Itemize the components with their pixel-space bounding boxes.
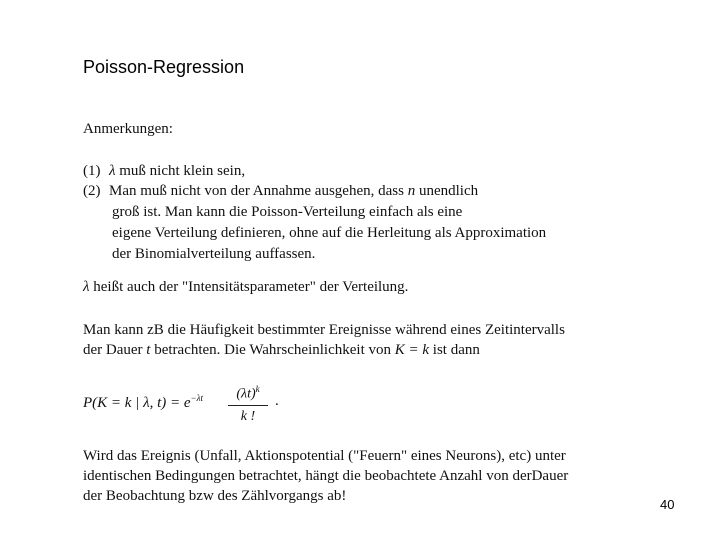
note-item-2-number: (2)	[83, 183, 101, 199]
paragraph1-line2-a: der Dauer	[83, 342, 143, 358]
paragraph1-line2	[83, 340, 480, 360]
var-n: n	[407, 183, 416, 199]
formula-numerator	[228, 380, 268, 404]
paragraph1-line1: Man kann zB die Häufigkeit bestimmter Ereignisse während eines Zeitintervalls	[83, 322, 565, 338]
note-item-1-text: muß nicht klein sein,	[119, 163, 246, 179]
note-item-2	[83, 181, 478, 201]
lambda-symbol: λ	[83, 279, 90, 295]
formula-fraction	[228, 380, 268, 426]
paragraph2-line3: der Beobachtung bzw des Zählvorgangs ab!	[83, 488, 347, 504]
formula-trailing-dot: .	[275, 393, 279, 409]
note-item-2-line3: eigene Verteilung definieren, ohne auf die Herleitung als Approximation	[112, 225, 547, 241]
paragraph1-line2-b: betrachten. Die Wahrscheinlichkeit von	[154, 342, 391, 358]
note-item-1	[83, 161, 245, 181]
paragraph2-line1: Wird das Ereignis (Unfall, Aktionspotential ("Feuern" eines Neurons), etc) unter	[83, 448, 566, 464]
note-item-2-line1-b: unendlich	[418, 183, 479, 199]
formula-exponent: −λt	[190, 393, 203, 403]
note-item-2-line2: groß ist. Man kann die Poisson-Verteilung einfach als eine	[112, 204, 463, 220]
fraction-bar	[228, 405, 268, 406]
note-item-2-line1-a: Man muß nicht von der Annahme ausgehen, dass	[109, 183, 404, 199]
var-t: t	[146, 342, 151, 358]
page-number: 40	[660, 497, 675, 512]
formula-numerator-exp: k	[255, 384, 260, 394]
formula-lhs-text: P(K = k | λ, t) = e	[83, 395, 191, 411]
formula-numerator-text: (λt)	[236, 386, 256, 402]
expr-k: K = k	[394, 342, 430, 358]
note-item-1-number: (1)	[83, 163, 101, 179]
lambda-symbol: λ	[109, 163, 116, 179]
paragraph1-line2-c: ist dann	[432, 342, 480, 358]
lambda-line	[83, 277, 408, 297]
poisson-formula	[83, 380, 303, 426]
notes-heading: Anmerkungen:	[83, 121, 173, 137]
slide-title: Poisson-Regression	[83, 57, 245, 77]
paragraph2-line2: identischen Bedingungen betrachtet, hängt die beobachtete Anzahl von derDauer	[83, 468, 569, 484]
lambda-line-text: heißt auch der "Intensitätsparameter" der Verteilung.	[93, 279, 409, 295]
formula-denominator: k !	[240, 408, 256, 424]
formula-lhs	[83, 393, 203, 412]
note-item-2-line4: der Binomialverteilung auffassen.	[112, 246, 316, 262]
